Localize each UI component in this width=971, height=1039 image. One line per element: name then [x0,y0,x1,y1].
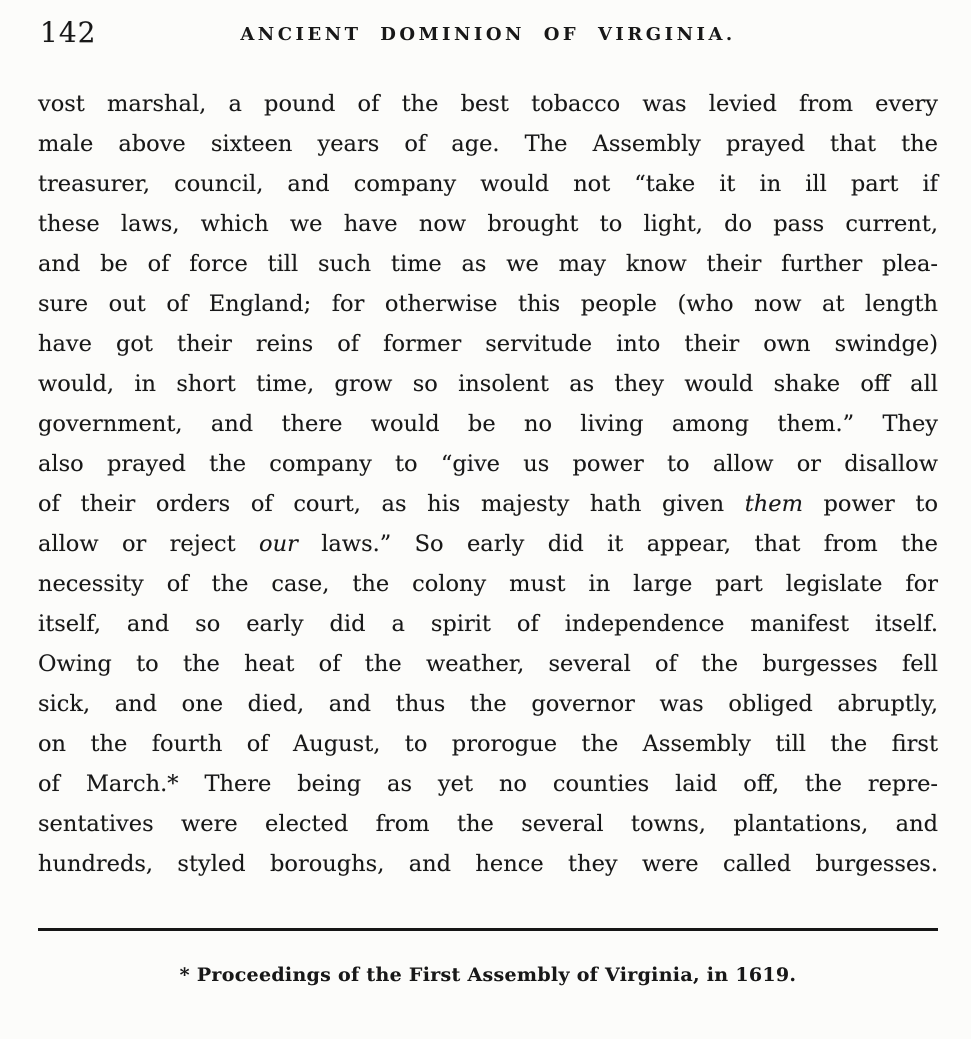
text-line: have got their reins of former servitude into their own swindge) [38,331,938,357]
text-line: these laws, which we have now brought to light, do pass current, [38,211,938,237]
text-line: sentatives were elected from the several towns, plantations, and [38,811,938,837]
text-line: sure out of England; for otherwise this people (who now at length [38,291,938,317]
text-line: on the fourth of August, to prorogue the Assembly till the first [38,731,938,757]
footnote-rule [38,928,938,931]
text-line: male above sixteen years of age. The Assembly prayed that the [38,131,938,157]
footnote: * Proceedings of the First Assembly of Virginia, in 1619. [179,964,797,986]
text-line: Owing to the heat of the weather, several of the burgesses fell [38,651,938,677]
text-line: sick, and one died, and thus the governor was obliged abruptly, [38,691,938,717]
text-line: of their orders of court, as his majesty hath given them power to [38,491,939,517]
page-number: 142 [40,16,97,49]
text-line: would, in short time, grow so insolent as they would shake off all [38,371,938,397]
text-line: and be of force till such time as we may know their further plea- [38,251,938,277]
page-body [38,84,938,884]
text-line: treasurer, council, and company would not “take it in ill part if [38,171,938,197]
text-line: government, and there would be no living among them.” They [38,411,938,437]
text-line: allow or reject our laws.” So early did it appear, that from the [38,531,938,557]
text-line: of March.* There being as yet no counties laid off, the repre- [38,771,938,797]
text-line: necessity of the case, the colony must in large part legislate for [38,571,938,597]
text-line: also prayed the company to “give us power to allow or disallow [38,451,938,477]
text-line: hundreds, styled boroughs, and hence they were called burgesses. [38,851,938,877]
running-title: ANCIENT DOMINION OF VIRGINIA. [240,24,736,45]
text-line: itself, and so early did a spirit of independence manifest itself. [38,611,938,637]
text-line: vost marshal, a pound of the best tobacco was levied from every [38,91,938,117]
page-header [38,16,938,70]
